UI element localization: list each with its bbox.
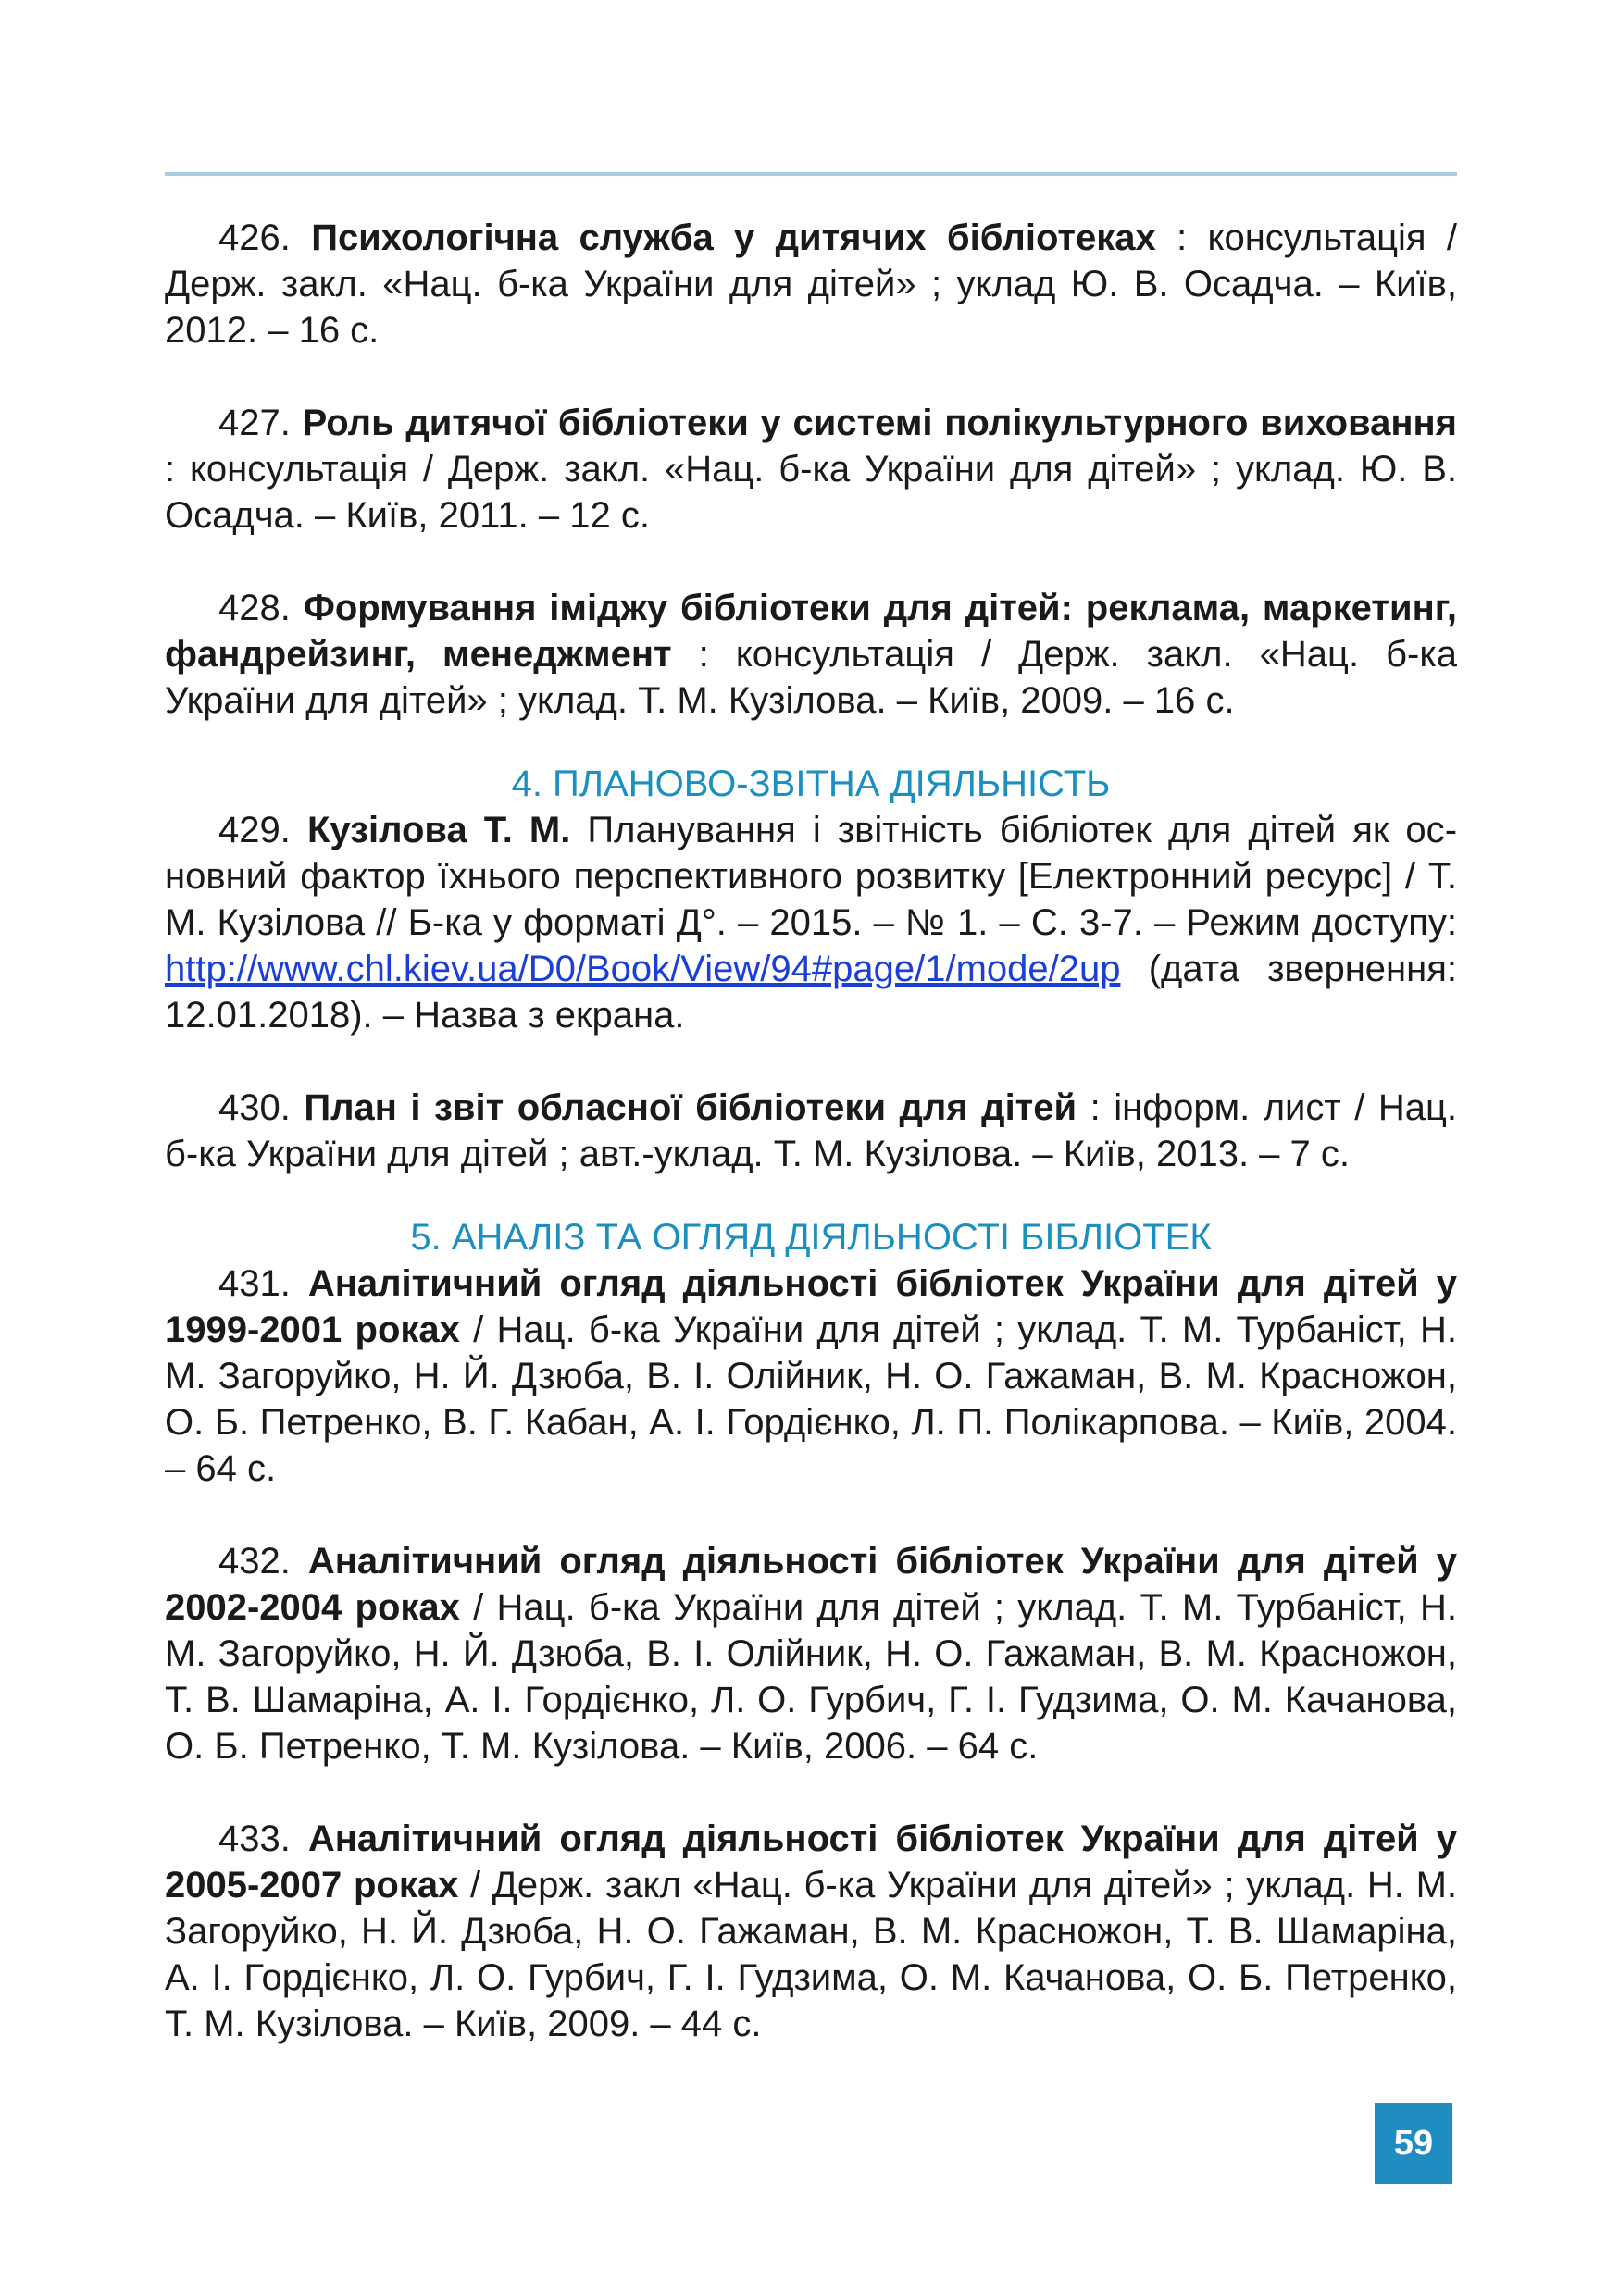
bib-entry-428 [165, 585, 1457, 724]
bib-entry-430 [165, 1085, 1457, 1177]
entry-description: / Держ. закл «Нац. б-ка України для дітей» ; уклад. Н. М. Загоруйко, Н. Й. Дзюба, Н. О. Гажаман, В. М. Красножон, Т. В. Шамаріна, А. І. Гордієнко, Л. О. Гурбич, Г. І. Гудзима, О. М. Качанова, О. Б. Петренко, Т. М. Кузілова. – Київ, 2009. – 44 с. [165, 1865, 1457, 2044]
entry-title: Роль дитячої бібліотеки у системі полікультурного виховання [302, 403, 1457, 443]
entry-number: 431. [218, 1263, 291, 1304]
entry-number: 429. [218, 810, 291, 850]
entry-number: 426. [218, 217, 291, 258]
entry-title: Аналітичний огляд діяльності бібліотек України для дітей у 1999-2001 роках [165, 1263, 1457, 1350]
bib-entry-426 [165, 215, 1457, 354]
resource-link[interactable]: http://www.chl.kiev.ua/D0/Book/View/94#page/1/mode/2up [165, 949, 1121, 989]
entry-title: Психологічна служба у дитячих бібліотеках [311, 217, 1156, 258]
entry-number: 433. [218, 1818, 291, 1859]
section-heading-4: 4. ПЛАНОВО-ЗВІТНА ДІЯЛЬНІСТЬ [511, 763, 1111, 804]
entry-description: : консультація / Держ. закл. «Нац. б-ка України для дітей» ; уклад. Ю. В. Осадча. – Київ, 2011. – 12 с. [165, 449, 1457, 536]
bib-entry-427 [165, 400, 1457, 539]
section-heading-5: 5. АНАЛІЗ ТА ОГЛЯД ДІЯЛЬНОСТІ БІБЛІОТЕК [410, 1217, 1212, 1258]
entry-title: Аналітичний огляд діяльності бібліотек України для дітей у 2005-2007 роках [165, 1818, 1457, 1905]
bib-entry-432 [165, 1538, 1457, 1769]
bib-entry-429 [165, 807, 1457, 1038]
entry-title: План і звіт обласної бібліотеки для дітей [304, 1087, 1077, 1128]
entry-description: / Нац. б-ка України для дітей ; уклад. Т. М. Турбаніст, Н. М. Загоруйко, Н. Й. Дзюба, В. І. Олійник, Н. О. Гажаман, В. М. Красножон, О. Б. Петренко, В. Г. Кабан, А. І. Гордієнко, Л. П. Полікарпова. – Київ, 2004. – 64 с. [165, 1309, 1458, 1489]
entry-description-end: (дата звернення: 12.01.2018). – Назва з екрана. [165, 949, 1457, 1036]
entry-title: Кузілова Т. М. [306, 810, 571, 850]
entry-description: : консультація / Держ. закл. «Нац. б-ка України для дітей» ; уклад Ю. В. Осадча. – Київ, 2012. – 16 с. [165, 217, 1457, 351]
entry-title: Формування іміджу бібліотеки для дітей: реклама, маркетинг, фандрейзинг, менеджмент [165, 588, 1457, 675]
bib-entry-433 [165, 1816, 1457, 2047]
entry-number: 430. [218, 1087, 291, 1128]
entry-description: / Нац. б-ка України для дітей ; уклад. Т. М. Турбаніст, Н. М. Загоруйко, Н. Й. Дзюба, В. І. Олійник, Н. О. Гажаман, В. М. Красножон, Т. В. Шамаріна, А. І. Гордієнко, Л. О. Гурбич, Г. І. Гудзима, О. М. Качанова, О. Б. Петренко, Т. М. Кузілова. – Київ, 2006. – 64 с. [165, 1587, 1458, 1767]
entry-description: Планування і звітність бібліотек для дітей як основний фактор їхнього перспективного розвитку [Електронний ресурс] / Т. М. Кузілова // Б-ка у форматі Д°. – 2015. – № 1. – С. 3-7. – Режим доступу: [165, 810, 1458, 943]
bib-entry-431 [165, 1260, 1457, 1492]
entry-title: Аналітичний огляд діяльності бібліотек України для дітей у 2002-2004 роках [165, 1541, 1457, 1628]
entry-number: 428. [218, 588, 291, 628]
entry-number: 432. [218, 1541, 291, 1582]
entry-description: : консультація / Держ. закл. «Нац. б-ка України для дітей» ; уклад. Т. М. Кузілова. – Київ, 2009. – 16 с. [165, 634, 1457, 721]
page-content [165, 215, 1457, 2047]
entry-description: : інформ. лист / Нац. б-ка України для дітей ; авт.-уклад. Т. М. Кузілова. – Київ, 2013. – 7 с. [165, 1087, 1457, 1174]
entry-number: 427. [218, 403, 291, 443]
page-number-badge: 59 [1375, 2103, 1452, 2184]
header-rule [165, 172, 1457, 176]
